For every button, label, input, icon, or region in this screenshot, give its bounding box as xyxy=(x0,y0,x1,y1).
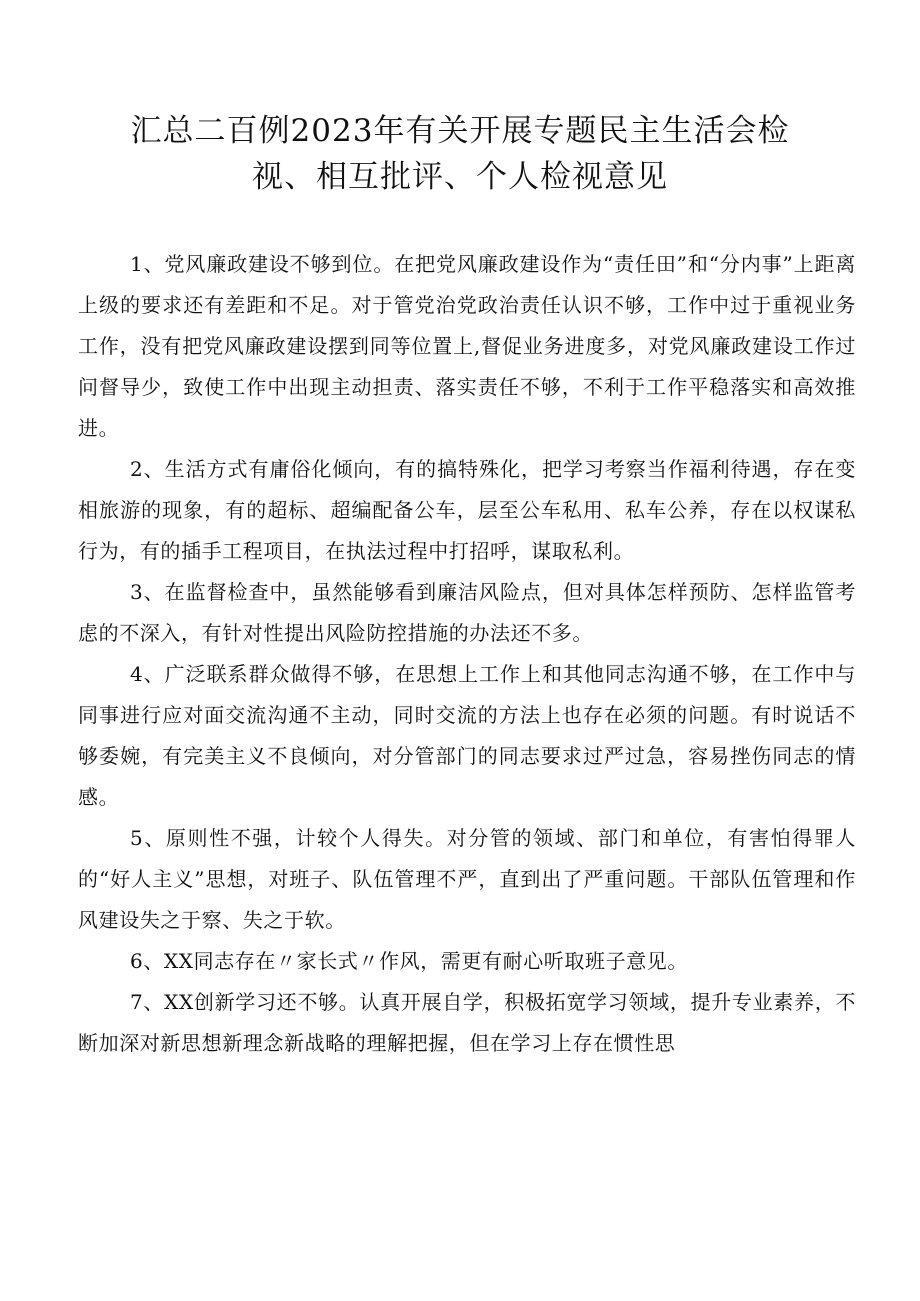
paragraph-4: 4、广泛联系群众做得不够，在思想上工作上和其他同志沟通不够，在工作中与同事进行应对面交流沟通不主动，同时交流的方法上也存在必须的问题。有时说话不够委婉，有完美主义不良倾向，对分管部门的同志要求过严过急，容易挫伤同志的情感。 xyxy=(78,662,856,809)
paragraph-1: 1、党风廉政建设不够到位。在把党风廉政建设作为“责任田”和“分内事”上距离上级的要求还有差距和不足。对于管党治党政治责任认识不够，工作中过于重视业务工作，没有把党风廉政建设摆到同等位置上,督促业务进度多，对党风廉政建设工作过问督导少，致使工作中出现主动担责、落实责任不够，不利于工作平稳落实和高效推进。 xyxy=(78,252,856,440)
paragraph-5: 5、原则性不强，计较个人得失。对分管的领域、部门和单位，有害怕得罪人的“好人主义”思想，对班子、队伍管理不严，直到出了严重问题。干部队伍管理和作风建设失之于察、失之于软。 xyxy=(78,826,856,932)
document-title xyxy=(78,108,856,200)
paragraph-2: 2、生活方式有庸俗化倾向，有的搞特殊化，把学习考察当作福利待遇，存在变相旅游的现象，有的超标、超编配备公车，层至公车私用、私车公养，存在以权谋私行为，有的插手工程项目，在执法过程中打招呼，谋取私利。 xyxy=(78,457,856,563)
title-line-1: 汇总二百例2023年有关开展专题民主生活会检 xyxy=(130,113,790,149)
title-line-2: 视、相互批评、个人检视意见 xyxy=(252,159,668,195)
paragraph-6: 6、XX同志存在〃家长式〃作风，需更有耐心听取班子意见。 xyxy=(130,949,689,973)
paragraph-3: 3、在监督检查中，虽然能够看到廉洁风险点，但对具体怎样预防、怎样监管考虑的不深入，有针对性提出风险防控措施的办法还不多。 xyxy=(78,580,856,645)
paragraph-7: 7、XX创新学习还不够。认真开展自学，积极拓宽学习领域，提升专业素养，不断加深对新思想新理念新战略的理解把握，但在学习上存在惯性思 xyxy=(78,990,856,1055)
